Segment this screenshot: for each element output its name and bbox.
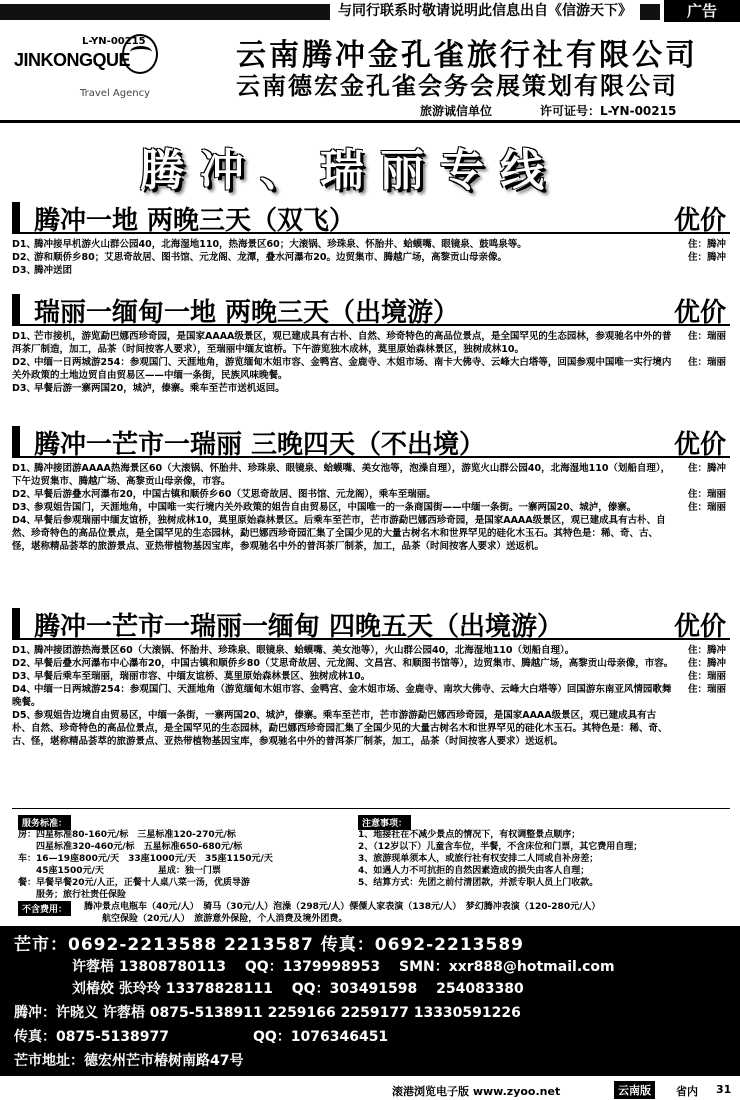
day-text: 腾冲接团游热海景区60（大滚锅、怀胎井、珍珠泉、眼镜泉、蛤蟆嘴、美女池等），火山群公园40，北海湿地110（划船自理）。: [34, 645, 575, 656]
contact-panel: [0, 926, 740, 1076]
day-text: 中缅一日两城游254：参观国门、天涯地角，游览缅甸木姐市容、金鸭宫、金鹿寺、木姐市场、南卡大佛寺、云峰大白塔等，回国参观中国唯一实行境内关外政策的土地边贸自由贸易区——中缅一条街，民族风味晚餐。: [12, 357, 672, 381]
route-title: 腾冲一地 两晚三天（双飞）: [34, 206, 356, 236]
page-number: 31: [716, 1083, 732, 1096]
top-notice-text: 与同行联系时敬请说明此信息出自《信游天下》: [330, 2, 640, 20]
logo-subtitle: Travel Agency: [80, 88, 150, 99]
day-label: D3、: [12, 502, 36, 513]
note-line: 2、（12岁以下）儿童含车位，半餐，不含床位和门票，其它费用自理；: [358, 842, 643, 852]
day-stay: 住：瑞丽: [687, 671, 726, 682]
day-stay: 住：腾冲: [687, 645, 726, 656]
day-label: D3、: [12, 383, 36, 394]
itinerary-day: [12, 657, 730, 670]
day-stay: 住：腾冲: [687, 252, 726, 263]
route-title: 腾冲一芒市一瑞丽一缅甸 四晚五天（出境游）: [34, 612, 564, 642]
day-label: D1、: [12, 239, 36, 250]
route-section: [12, 288, 730, 395]
route-header: [12, 288, 730, 326]
route-marker: [12, 294, 20, 324]
day-text: 早餐后参观瑞丽中缅友谊桥，独树成林10，莫里原始森林景区。后乘车至芒市，芒市游勐巴娜西珍奇园，是国家AAAA级景区，观已建成具有古朴、自然、珍奇特色的高品位景点，是全国罕见的生态园林，勐巴娜西珍奇园汇集了全国少见的大量古树名木和世界罕见的硅化木玉石。其特色是：稀、奇、古、怪，堪称精品荟萃的旅游景点、亚热带植物基因宝库，参观驰名中外的普洱茶厂制茶，加工，品茶（时间按客人要求）送返机。: [12, 515, 666, 552]
std-line: 四星标准320-460元/标 五星标准650-680元/标: [18, 842, 243, 852]
page-footer: [0, 1080, 740, 1100]
footer-site: 滚港浏览电子版 www.zyoo.net: [392, 1085, 561, 1098]
route-price: 优价: [673, 612, 726, 642]
day-text: 游和顺侨乡80；艾思奇故居、图书馆、元龙阁、龙潭，叠水河瀑布20。边贸集市、腾越广场，高黎贡山母亲像。: [34, 252, 507, 263]
day-stay: 住：瑞丽: [687, 331, 726, 342]
company-name-primary: 云南腾冲金孔雀旅行社有限公司: [236, 38, 698, 73]
itinerary-day: [12, 462, 730, 488]
top-notice-bar: [0, 0, 740, 22]
std-line: 45座1500元/天 星成：独一门票: [18, 866, 221, 876]
contact-tengchong-phone: 腾冲：许晓义 许蓉梧 0875-5138911 2259166 2259177 13330591226: [14, 1005, 521, 1021]
route-banner: 腾冲、瑞丽专线: [140, 145, 560, 196]
footer-region: 省内: [676, 1085, 698, 1098]
day-stay: 住：腾冲: [687, 239, 726, 250]
note-line: 1、地接社在不减少景点的情况下，有权调整景点顺序；: [358, 830, 581, 840]
route-header: [12, 602, 730, 640]
day-text: 早餐后游叠水河瀑布20，中国古镇和顺侨乡60（艾思奇故居、图书馆、元龙阁），乘车至瑞丽。: [34, 489, 436, 500]
itinerary-day: [12, 251, 730, 264]
route-title: 腾冲一芒市一瑞丽 三晚四天（不出境）: [34, 430, 486, 460]
day-text: 早餐后乘车至瑞丽，瑞丽市容、中缅友谊桥、莫里原始森林景区、独树成林10。: [34, 671, 371, 682]
ex-line: 航空保险（20元/人） 旅游意外保险，个人消费及境外团费。: [84, 914, 348, 924]
service-standard-label: 服务标准：: [18, 815, 71, 830]
contact-fax: 传真：0875-5138977 QQ：1076346451: [14, 1029, 389, 1045]
day-label: D1、: [12, 645, 36, 656]
day-label: D3、: [12, 671, 36, 682]
day-text: 早餐后叠水河瀑布中心瀑布20，中国古镇和顺侨乡80（艾思奇故居、元龙阁、文昌宫、和顺图书馆等），边贸集市、腾越广场，高黎贡山母亲像，市容。: [34, 658, 674, 669]
day-label: D2、: [12, 489, 36, 500]
day-label: D2、: [12, 357, 36, 368]
company-name-secondary: 云南德宏金孔雀会务会展策划有限公司: [236, 71, 678, 100]
day-stay: 住：瑞丽: [687, 502, 726, 513]
day-label: D2、: [12, 252, 36, 263]
note-line: 4、如遇人力不可抗拒的自然因素造成的损失由客人自理；: [358, 866, 590, 876]
day-stay: 住：瑞丽: [687, 684, 726, 695]
std-line: 房：四星标准80-160元/标 三星标准120-270元/标: [18, 830, 236, 840]
itinerary-list: [12, 462, 730, 553]
day-label: D2、: [12, 658, 36, 669]
route-price: 优价: [673, 430, 726, 460]
itinerary-day: [12, 501, 730, 514]
excluded-fees-label: 不含费用：: [18, 901, 71, 916]
itinerary-day: [12, 264, 730, 277]
day-label: D3、: [12, 265, 36, 276]
itinerary-day: [12, 644, 730, 657]
route-marker: [12, 426, 20, 456]
note-line: 5、结算方式：先团之前付清团款，并派专职人员上门收款。: [358, 878, 599, 888]
day-text: 中缅一日两城游254：参观国门、天涯地角（游览缅甸木姐市容、金鸭宫、金木姐市场、金鹿寺、南坎大佛寺、云峰大白塔等）回国游东南亚风情园歌舞晚餐。: [12, 684, 672, 708]
route-title: 瑞丽一缅甸一地 两晚三天（出境游）: [34, 298, 460, 328]
footer-section: 云南版: [614, 1081, 655, 1099]
route-header: [12, 420, 730, 458]
day-text: 腾冲接团游AAAA热海景区60（大滚锅、怀胎井、珍珠泉、眼镜泉、蛤蟆嘴、美女池等，泡澡自理），游览火山群公园40，北海湿地110（划船自理），下午边贸集市、腾越广场、高黎贡山母亲像，市容。: [12, 463, 671, 487]
itinerary-day: [12, 382, 730, 395]
itinerary-day: [12, 514, 730, 553]
notes-label: 注意事项：: [358, 815, 411, 830]
service-standard-text: [18, 829, 354, 901]
route-marker: [12, 608, 20, 638]
itinerary-list: [12, 330, 730, 395]
notes-text: [358, 829, 724, 889]
logo-license: L-YN-00215: [82, 36, 146, 47]
day-text: 腾冲接早机游火山群公园40，北海湿地110，热海景区60；大滚锅、珍珠泉、怀胎井、蛤蟆嘴、眼镜泉、鼓鸣泉等。: [34, 239, 527, 250]
route-section: [12, 602, 730, 748]
info-panel: [12, 808, 730, 924]
ad-tag: 广告: [664, 0, 740, 22]
contact-line: 许蓉梧 13808780113 QQ：1379998953 SMN：xxr888@hotmail.com: [72, 959, 615, 975]
header: [0, 26, 740, 122]
header-divider: [0, 120, 740, 123]
excluded-fees-text: [84, 901, 724, 925]
itinerary-day: [12, 683, 730, 709]
day-text: 参观姐告边境自由贸易区，中缅一条街，一寨两国20、城泸，傣寨。乘车至芒市，芒市游游勐巴娜西珍奇园，是国家AAAA级景区，观已建成具有古朴、自然、珍奇特色的高品位景点，是全国罕见的生态园林，勐巴娜西珍奇园汇集了全国少见的大量古树名木和世界罕见的硅化木玉石。其特色是：稀、奇、古、怪，堪称精品荟萃的旅游景点、亚热带植物基因宝库，参观驰名中外的普洱茶厂制茶，加工，品茶（时间按客人要求）送返机。: [12, 710, 668, 747]
std-line: 餐：早餐早餐20元/人正，正餐十人桌八菜一汤，优质导游: [18, 878, 250, 888]
day-label: D1、: [12, 463, 36, 474]
day-text: 早餐后游一寨两国20，城泸，傣寨。乘车至芒市送机返回。: [34, 383, 285, 394]
itinerary-list: [12, 238, 730, 277]
route-price: 优价: [673, 206, 726, 236]
day-text: 芒市接机，游览勐巴娜西珍奇园，是国家AAAA级景区，观已建成具有古朴、自然、珍奇特色的高品位景点，是全国罕见的生态园林，参观驰名中外的普洱茶厂制造，加工，品茶（时间按客人要求），至瑞丽中缅友谊桥。下午游览独木成林，莫里原始森林景区，独树成林10。: [12, 331, 672, 355]
itinerary-day: [12, 488, 730, 501]
day-stay: 住：瑞丽: [687, 357, 726, 368]
day-label: D4、: [12, 684, 36, 695]
day-label: D5、: [12, 710, 36, 721]
itinerary-day: [12, 238, 730, 251]
day-stay: 住：腾冲: [687, 658, 726, 669]
route-price: 优价: [673, 298, 726, 328]
itinerary-day: [12, 709, 730, 748]
note-line: 3、旅游现单须本人，或旅行社有权安排二人同或自补房差；: [358, 854, 599, 864]
day-text: 参观姐告国门，天涯地角，中国唯一实行境内关外政策的姐告自由贸易区，中国唯一的一条商国街——中缅一条街。一寨两国20、城泸，傣寨。: [34, 502, 637, 513]
route-section: [12, 420, 730, 553]
route-header: [12, 196, 730, 234]
contact-mangshi-phone: 芒市：0692-2213588 2213587 传真：0692-2213589: [14, 935, 524, 955]
route-marker: [12, 202, 20, 232]
trust-label: 旅游诚信单位: [420, 104, 493, 118]
contact-line: 刘椿姣 张玲玲 13378828111 QQ：303491598 254083380: [72, 981, 524, 997]
day-label: D4、: [12, 515, 36, 526]
permit-number: 许可证号：L-YN-00215: [540, 104, 677, 118]
contact-address: 芒市地址：德宏州芒市椿树南路47号: [14, 1053, 244, 1069]
day-stay: 住：腾冲: [687, 463, 726, 474]
itinerary-list: [12, 644, 730, 748]
itinerary-day: [12, 356, 730, 382]
route-section: [12, 196, 730, 277]
itinerary-day: [12, 330, 730, 356]
ex-line: 腾冲景点电瓶车（40元/人） 骑马（30元/人）泡澡（298元/人）傈僳人家表演（138元/人） 梦幻腾冲表演（120-280元/人）: [84, 902, 601, 912]
peacock-globe-icon: [122, 34, 158, 74]
day-label: D1、: [12, 331, 36, 342]
agency-logo: [10, 34, 160, 118]
logo-brand: JINKONGQUE: [14, 50, 131, 70]
day-stay: 住：瑞丽: [687, 489, 726, 500]
std-line: 服务；旅行社责任保险: [18, 890, 127, 900]
std-line: 车：16—19座800元/天 33座1000元/天 35座1150元/天: [18, 854, 273, 864]
day-text: 腾冲送团: [34, 265, 73, 276]
itinerary-day: [12, 670, 730, 683]
